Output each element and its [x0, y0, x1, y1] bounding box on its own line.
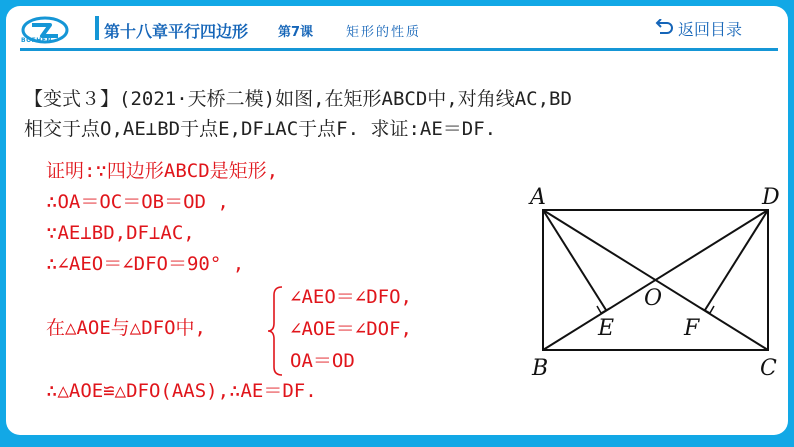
- condition-line: ∠AEO＝∠DFO,: [290, 286, 412, 308]
- segment-ae: [543, 210, 606, 310]
- vertex-label-c: C: [760, 356, 777, 381]
- proof-line: ∴OA＝OC＝OB＝OD ,: [46, 191, 229, 213]
- proof-conclusion: ∴△AOE≌△DFO(AAS),∴AE＝DF.: [46, 380, 317, 402]
- point-label-e: E: [598, 316, 615, 341]
- brand-logo-text: BOFHEN: [21, 37, 52, 44]
- rectangle-diagram: [526, 182, 782, 382]
- proof-steps: [46, 156, 278, 280]
- congruence-intro: 在△AOE与△DFO中,: [46, 317, 206, 339]
- vertex-label-a: A: [530, 185, 546, 210]
- condition-line: OA＝OD: [290, 350, 355, 372]
- slide-card: [6, 6, 788, 435]
- point-label-f: F: [684, 316, 700, 341]
- header-divider: [20, 48, 778, 51]
- proof-line: ∴∠AEO＝∠DFO＝90° ,: [46, 253, 245, 275]
- point-label-o: O: [644, 286, 663, 311]
- left-brace-icon: [266, 285, 286, 377]
- chapter-title: 第十八章平行四边形: [104, 22, 249, 41]
- segment-df: [705, 210, 768, 310]
- lesson-number: 第7课: [278, 25, 314, 40]
- proof-line: 证明:∵四边形ABCD是矩形,: [46, 160, 279, 182]
- condition-line: ∠AOE＝∠DOF,: [290, 318, 412, 340]
- slide-header: [6, 6, 788, 50]
- problem-line-1: 【变式３】(2021·天桥二模)如图,在矩形ABCD中,对角线AC,BD: [24, 88, 572, 110]
- vertex-label-d: D: [762, 185, 780, 210]
- proof-line: ∵AE⊥BD,DF⊥AC,: [46, 222, 195, 244]
- header-accent-bar: [95, 16, 99, 40]
- lesson-topic: 矩形的性质: [346, 25, 422, 40]
- vertex-label-b: B: [532, 356, 549, 381]
- return-arrow-icon: [654, 19, 674, 37]
- back-to-contents-label: 返回目录: [678, 19, 743, 39]
- back-to-contents-button[interactable]: [654, 16, 742, 40]
- problem-statement: [24, 84, 764, 144]
- problem-line-2: 相交于点O,AE⊥BD于点E,DF⊥AC于点F. 求证:AE＝DF.: [24, 118, 497, 140]
